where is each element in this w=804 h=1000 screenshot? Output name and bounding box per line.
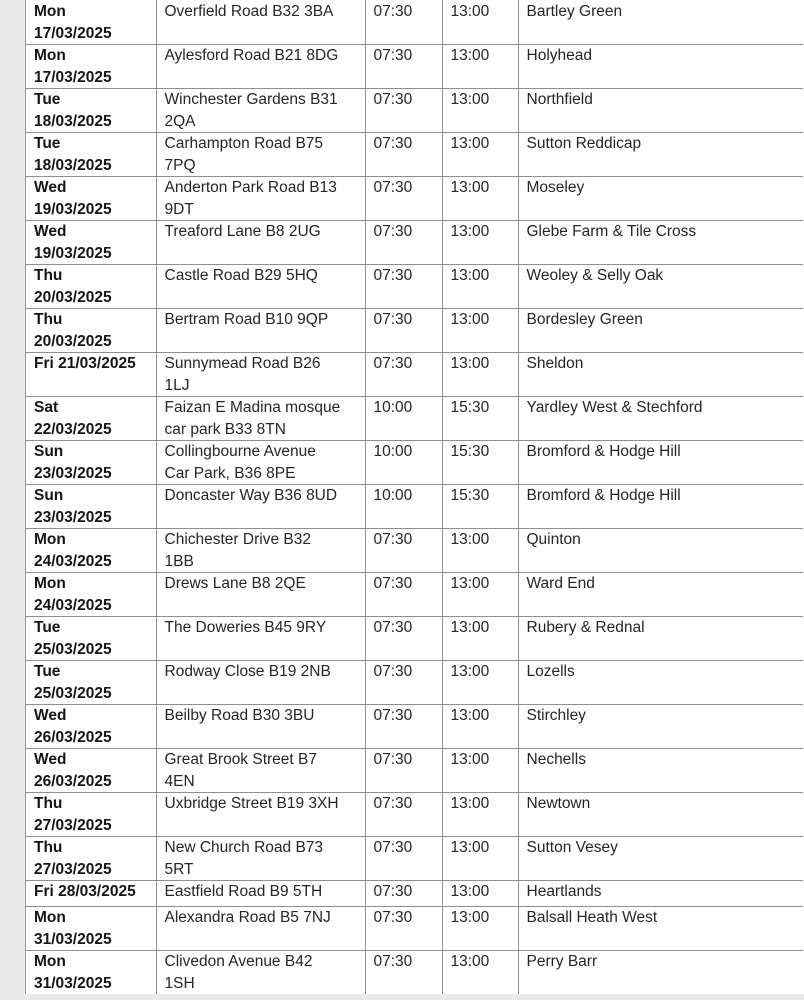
ward-cell: Nechells (518, 749, 803, 793)
start-time-cell: 07:30 (365, 529, 442, 573)
table-row (25, 441, 803, 485)
date-cell: Fri 28/03/2025 (25, 881, 156, 907)
ward-cell: Perry Barr (518, 951, 803, 995)
location-cell: Doncaster Way B36 8UD (156, 485, 365, 529)
start-time-cell: 07:30 (365, 89, 442, 133)
location-cell: New Church Road B73 5RT (156, 837, 365, 881)
ward-cell: Bordesley Green (518, 309, 803, 353)
end-time-cell: 13:00 (442, 793, 518, 837)
table-row (25, 661, 803, 705)
location-cell: Eastfield Road B9 5TH (156, 881, 365, 907)
location-cell: Overfield Road B32 3BA (156, 0, 365, 45)
end-time-cell: 15:30 (442, 397, 518, 441)
end-time-cell: 13:00 (442, 353, 518, 397)
start-time-cell: 07:30 (365, 177, 442, 221)
end-time-cell: 13:00 (442, 661, 518, 705)
ward-cell: Northfield (518, 89, 803, 133)
ward-cell: Holyhead (518, 45, 803, 89)
location-cell: Sunnymead Road B26 1LJ (156, 353, 365, 397)
date-cell: Thu 27/03/2025 (25, 793, 156, 837)
table-row (25, 749, 803, 793)
start-time-cell: 07:30 (365, 837, 442, 881)
end-time-cell: 13:00 (442, 0, 518, 45)
date-cell: Thu 20/03/2025 (25, 309, 156, 353)
ward-cell: Quinton (518, 529, 803, 573)
end-time-cell: 13:00 (442, 309, 518, 353)
start-time-cell: 07:30 (365, 749, 442, 793)
table-row (25, 617, 803, 661)
location-cell: Aylesford Road B21 8DG (156, 45, 365, 89)
ward-cell: Bromford & Hodge Hill (518, 485, 803, 529)
location-cell: Alexandra Road B5 7NJ (156, 907, 365, 951)
start-time-cell: 10:00 (365, 441, 442, 485)
start-time-cell: 10:00 (365, 485, 442, 529)
ward-cell: Sutton Vesey (518, 837, 803, 881)
date-cell: Mon 17/03/2025 (25, 0, 156, 45)
start-time-cell: 07:30 (365, 881, 442, 907)
date-cell: Thu 27/03/2025 (25, 837, 156, 881)
end-time-cell: 13:00 (442, 89, 518, 133)
end-time-cell: 13:00 (442, 749, 518, 793)
schedule-table-body (25, 0, 803, 995)
table-row (25, 837, 803, 881)
page-bottom-edge (0, 994, 804, 1000)
location-cell: The Doweries B45 9RY (156, 617, 365, 661)
end-time-cell: 13:00 (442, 221, 518, 265)
date-cell: Tue 25/03/2025 (25, 661, 156, 705)
start-time-cell: 07:30 (365, 133, 442, 177)
end-time-cell: 13:00 (442, 907, 518, 951)
start-time-cell: 07:30 (365, 353, 442, 397)
start-time-cell: 10:00 (365, 397, 442, 441)
end-time-cell: 15:30 (442, 485, 518, 529)
ward-cell: Balsall Heath West (518, 907, 803, 951)
start-time-cell: 07:30 (365, 45, 442, 89)
location-cell: Castle Road B29 5HQ (156, 265, 365, 309)
ward-cell: Bartley Green (518, 0, 803, 45)
location-cell: Clivedon Avenue B42 1SH (156, 951, 365, 995)
location-cell: Treaford Lane B8 2UG (156, 221, 365, 265)
start-time-cell: 07:30 (365, 265, 442, 309)
date-cell: Wed 26/03/2025 (25, 749, 156, 793)
end-time-cell: 13:00 (442, 265, 518, 309)
start-time-cell: 07:30 (365, 221, 442, 265)
location-cell: Chichester Drive B32 1BB (156, 529, 365, 573)
table-row (25, 705, 803, 749)
location-cell: Drews Lane B8 2QE (156, 573, 365, 617)
table-row (25, 353, 803, 397)
end-time-cell: 13:00 (442, 705, 518, 749)
start-time-cell: 07:30 (365, 573, 442, 617)
table-row (25, 177, 803, 221)
table-row (25, 573, 803, 617)
date-cell: Tue 18/03/2025 (25, 89, 156, 133)
end-time-cell: 13:00 (442, 951, 518, 995)
location-cell: Anderton Park Road B13 9DT (156, 177, 365, 221)
location-cell: Beilby Road B30 3BU (156, 705, 365, 749)
start-time-cell: 07:30 (365, 0, 442, 45)
start-time-cell: 07:30 (365, 793, 442, 837)
end-time-cell: 13:00 (442, 133, 518, 177)
start-time-cell: 07:30 (365, 705, 442, 749)
date-cell: Mon 31/03/2025 (25, 907, 156, 951)
date-cell: Mon 24/03/2025 (25, 573, 156, 617)
location-cell: Uxbridge Street B19 3XH (156, 793, 365, 837)
end-time-cell: 13:00 (442, 45, 518, 89)
table-row (25, 133, 803, 177)
end-time-cell: 13:00 (442, 881, 518, 907)
date-cell: Thu 20/03/2025 (25, 265, 156, 309)
table-row (25, 397, 803, 441)
location-cell: Winchester Gardens B31 2QA (156, 89, 365, 133)
table-row (25, 265, 803, 309)
table-row (25, 309, 803, 353)
ward-cell: Lozells (518, 661, 803, 705)
ward-cell: Bromford & Hodge Hill (518, 441, 803, 485)
ward-cell: Rubery & Rednal (518, 617, 803, 661)
table-row (25, 0, 803, 45)
date-cell: Sun 23/03/2025 (25, 485, 156, 529)
location-cell: Great Brook Street B7 4EN (156, 749, 365, 793)
date-cell: Wed 19/03/2025 (25, 221, 156, 265)
ward-cell: Newtown (518, 793, 803, 837)
table-row (25, 881, 803, 907)
date-cell: Tue 18/03/2025 (25, 133, 156, 177)
date-cell: Wed 26/03/2025 (25, 705, 156, 749)
date-cell: Mon 24/03/2025 (25, 529, 156, 573)
table-row (25, 529, 803, 573)
table-row (25, 793, 803, 837)
end-time-cell: 13:00 (442, 837, 518, 881)
start-time-cell: 07:30 (365, 907, 442, 951)
date-cell: Tue 25/03/2025 (25, 617, 156, 661)
end-time-cell: 13:00 (442, 573, 518, 617)
ward-cell: Stirchley (518, 705, 803, 749)
start-time-cell: 07:30 (365, 951, 442, 995)
start-time-cell: 07:30 (365, 661, 442, 705)
end-time-cell: 13:00 (442, 177, 518, 221)
table-row (25, 907, 803, 951)
table-row (25, 45, 803, 89)
ward-cell: Sutton Reddicap (518, 133, 803, 177)
collection-schedule-table (25, 0, 803, 995)
date-cell: Sat 22/03/2025 (25, 397, 156, 441)
start-time-cell: 07:30 (365, 617, 442, 661)
location-cell: Bertram Road B10 9QP (156, 309, 365, 353)
date-cell: Mon 31/03/2025 (25, 951, 156, 995)
location-cell: Rodway Close B19 2NB (156, 661, 365, 705)
date-cell: Sun 23/03/2025 (25, 441, 156, 485)
end-time-cell: 13:00 (442, 529, 518, 573)
table-row (25, 221, 803, 265)
end-time-cell: 15:30 (442, 441, 518, 485)
location-cell: Carhampton Road B75 7PQ (156, 133, 365, 177)
ward-cell: Yardley West & Stechford (518, 397, 803, 441)
table-row (25, 89, 803, 133)
ward-cell: Moseley (518, 177, 803, 221)
start-time-cell: 07:30 (365, 309, 442, 353)
ward-cell: Glebe Farm & Tile Cross (518, 221, 803, 265)
ward-cell: Weoley & Selly Oak (518, 265, 803, 309)
location-cell: Faizan E Madina mosque car park B33 8TN (156, 397, 365, 441)
ward-cell: Sheldon (518, 353, 803, 397)
date-cell: Fri 21/03/2025 (25, 353, 156, 397)
table-row (25, 485, 803, 529)
date-cell: Wed 19/03/2025 (25, 177, 156, 221)
end-time-cell: 13:00 (442, 617, 518, 661)
ward-cell: Ward End (518, 573, 803, 617)
table-row (25, 951, 803, 995)
location-cell: Collingbourne Avenue Car Park, B36 8PE (156, 441, 365, 485)
ward-cell: Heartlands (518, 881, 803, 907)
date-cell: Mon 17/03/2025 (25, 45, 156, 89)
